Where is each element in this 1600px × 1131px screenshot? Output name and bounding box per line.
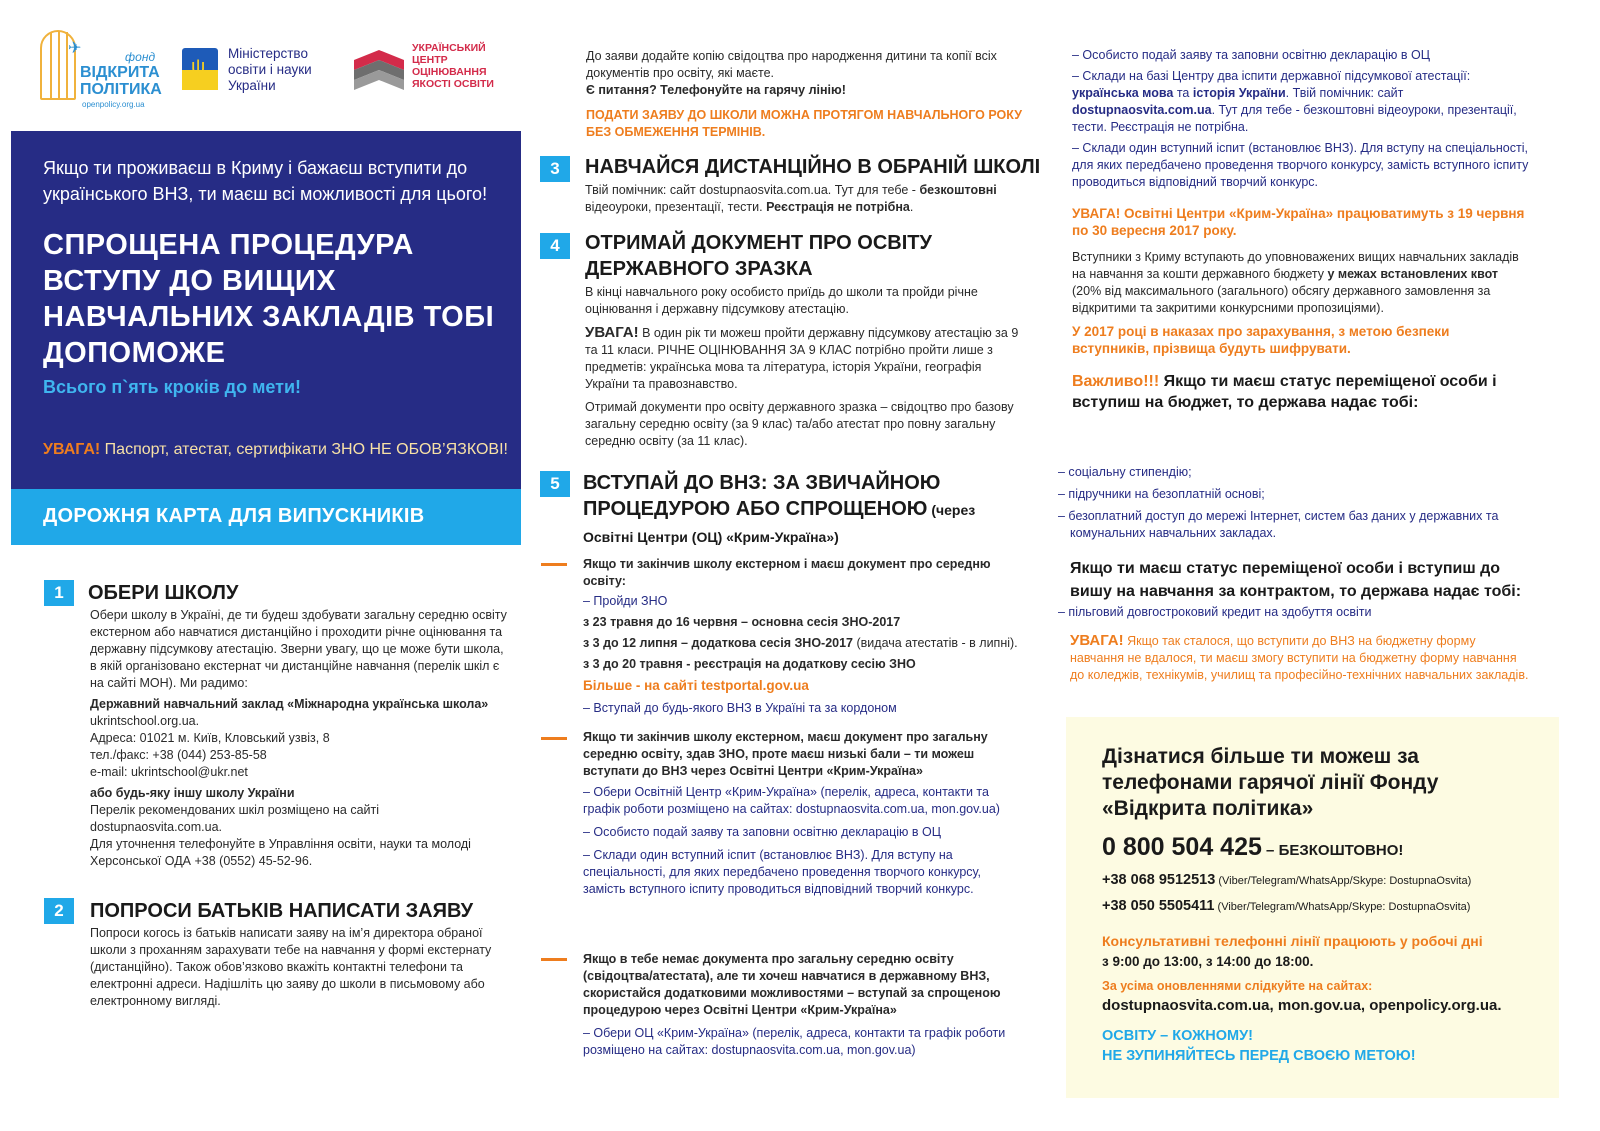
zno-date-2b: (видача атестатів - в липні). xyxy=(853,636,1018,650)
bird-icon: ✈ xyxy=(68,40,82,57)
clarify-text: Для уточнення телефонуйте в Управління освіти, науки та молоді Херсонської ОДА +38 (0552) 45-52-96. xyxy=(90,837,471,868)
school-phone: тел./факс: +38 (044) 253-85-58 xyxy=(90,748,267,762)
phone-2 xyxy=(1102,898,1470,914)
col3-item-1: – Особисто подай заяву та заповни освітню декларацію в ОЦ xyxy=(1072,48,1430,62)
contract-benefit: – пільговий довгостроковий кредит на здобуття освіти xyxy=(1058,605,1372,619)
deadline-note: ПОДАТИ ЗАЯВУ ДО ШКОЛИ МОЖНА ПРОТЯГОМ НАВЧАЛЬНОГО РОКУ БЕЗ ОБМЕЖЕННЯ ТЕРМІНІВ. xyxy=(586,108,1022,139)
step-2-text: Попроси когось із батьків написати заяву на ім’я директора обраної школи з проханням зарахувати тебе на навчання у формі екстернату (дистанційно). Також обов’язково вкажіть контактні телефони та електронні адреси. Надішліть цю заяву до школи в письмовому або електронному вигляді. xyxy=(90,926,492,1008)
step-1-body xyxy=(90,607,510,870)
open-policy-logo xyxy=(40,28,165,112)
col3-item-2b: українська мова xyxy=(1072,86,1174,100)
step-1-text: Обери школу в Україні, де ти будеш здобувати загальну середню освіту екстерном або навчатися дистанційно і проходити річне оцінювання та державну підсумкову атестацію. Зверни увагу, що це може бути школа, в якій організовано екстернат чи дистанційне навчання (перелік шкіл є на сайті МОН). Ми радимо: xyxy=(90,608,507,690)
fond-url: openpolicy.org.ua xyxy=(82,100,145,109)
step-3-text-c: відеоуроки, презентації, тести. xyxy=(585,200,763,214)
hero-warning xyxy=(43,441,508,459)
contacts-title: Дізнатися більше ти можеш за телефонами гарячої лінії Фонду «Відкрита політика» xyxy=(1102,745,1439,820)
step-3-text-b: безкоштовні xyxy=(919,183,997,197)
case-3 xyxy=(583,951,1023,1059)
col3-item-2c: та xyxy=(1173,86,1193,100)
warning-label: УВАГА! xyxy=(43,441,101,458)
case-1-title: Якщо ти закінчив школу екстерном і маєш документ про середню освіту: xyxy=(583,557,991,588)
centers-warning-text: Освітні Центри «Крим-Україна» працюватимуть з 19 червня по 30 вересня 2017 року. xyxy=(1072,206,1525,238)
zno-date-1: з 23 травня до 16 червня – основна сесія ЗНО-2017 xyxy=(583,615,901,629)
important-label: Важливо!!! xyxy=(1072,373,1160,390)
zno-date-2a: з 3 до 12 липня – додаткова сесія ЗНО-2017 xyxy=(583,636,854,650)
zno-item: – Пройди ЗНО xyxy=(583,594,668,608)
step-5-title-b: (через Освітні Центри (ОЦ) «Крим-Україна») xyxy=(583,502,976,545)
case-1-marker xyxy=(541,563,567,566)
centers-warning xyxy=(1072,205,1530,239)
step-1-number: 1 xyxy=(44,580,74,606)
application-text: До заяви додайте копію свідоцтва про народження дитини та копії всіх документів про освіту, які маєте. xyxy=(586,49,997,80)
step-4-p1: В кінці навчального року особисто приїдь до школи та пройди річне оцінювання і державну підсумкову атестацію. xyxy=(585,285,978,316)
fond-name: ВІДКРИТА ПОЛІТИКА xyxy=(80,64,162,98)
step-4-p3: Отримай документи про освіту державного зразка – свідоцтво про базову загальну середню освіту (за 9 клас) та/або атестат про повну загальну середню освіту (за 11 клас). xyxy=(585,400,1014,448)
column-3-top xyxy=(1072,47,1530,413)
roadmap-title: ДОРОЖНЯ КАРТА ДЛЯ ВИПУСКНИКІВ xyxy=(43,505,425,527)
step-5-title xyxy=(583,470,1028,550)
slogan-1: ОСВІТУ – КОЖНОМУ! xyxy=(1102,1028,1253,1044)
zno-date-2 xyxy=(583,635,1028,652)
benefit-3: – безоплатний доступ до мережі Інтернет, систем баз даних у державних та комунальних навчальних закладах. xyxy=(1058,509,1499,540)
step-2-title: ПОПРОСИ БАТЬКІВ НАПИСАТИ ЗАЯВУ xyxy=(90,900,474,922)
zno-date-3: з 3 до 20 травня - реєстрація на додаткову сесію ЗНО xyxy=(583,657,916,671)
step-3-text-e: . xyxy=(909,200,914,214)
col3-item-2e: . Твій помічник: сайт xyxy=(1285,86,1404,100)
quota-b: у межах встановлених квот xyxy=(1327,267,1499,281)
step-4-body xyxy=(585,284,1025,450)
step-3-title: НАВЧАЙСЯ ДИСТАНЦІЙНО В ОБРАНІЙ ШКОЛІ xyxy=(585,156,1041,178)
cipher-note: У 2017 році в наказах про зарахування, з метою безпеки вступників, прізвища будуть шифрувати. xyxy=(1072,324,1450,356)
step-3-text-d: Реєстрація не потрібна xyxy=(766,200,910,214)
phone-1-messengers: (Viber/Telegram/WhatsApp/Skype: DostupnaOsvita) xyxy=(1215,875,1472,887)
step-4-p2 xyxy=(585,324,1025,393)
any-school: або будь-яку іншу школу України xyxy=(90,786,295,800)
step-3-text-a: Твій помічник: сайт dostupnaosvita.com.ua. Тут для тебе - xyxy=(585,183,916,197)
case-1 xyxy=(583,556,1028,717)
trident-shield-icon: ψ xyxy=(182,48,218,90)
step-3-text xyxy=(585,182,1025,216)
budget-benefits xyxy=(1058,464,1528,542)
testportal-link[interactable]: Більше - на сайті testportal.gov.ua xyxy=(583,678,809,693)
col3-item-3: – Склади один вступний іспит (встановлює ВНЗ). Для вступу на спеціальності, для яких передбачено проведення творчого конкурсу, замість вступного іспиту проводиться відповідний творчий конкурс. xyxy=(1072,141,1529,189)
quota-text xyxy=(1072,249,1530,317)
logos-bar xyxy=(40,28,520,112)
application-note xyxy=(586,48,1026,141)
budget-warning-label: УВАГА! xyxy=(1070,632,1124,649)
quota-c: (20% від максимального (загального) обсягу державного замовлення за відкритими та закритими конкурсними пропозиціями). xyxy=(1072,284,1491,315)
school-address: Адреса: 01021 м. Київ, Кловський узвіз, 8 xyxy=(90,731,330,745)
hotline-free: – БЕЗКОШТОВНО! xyxy=(1261,842,1404,859)
phone-2-number[interactable]: +38 050 5505411 xyxy=(1102,898,1215,914)
step-5-title-a: ВСТУПАЙ ДО ВНЗ: ЗА ЗВИЧАЙНОЮ ПРОЦЕДУРОЮ АБО СПРОЩЕНОЮ xyxy=(583,472,941,520)
school-list-text: Перелік рекомендованих шкіл розміщено на сайті xyxy=(90,803,380,817)
fond-word: фонд xyxy=(125,50,156,64)
step-2-number: 2 xyxy=(44,898,74,924)
question-text: Є питання? Телефонуйте на гарячу лінію! xyxy=(586,83,846,97)
phone-2-messengers: (Viber/Telegram/WhatsApp/Skype: DostupnaOsvita) xyxy=(1214,901,1471,913)
case-3-title: Якщо в тебе немає документа про загальну середню освіту (свідоцтва/атестата), але ти хочеш навчатися в державному ВНЗ, скористайся додатковими можливостями – вступай за спрощеною процедурою через Освітні Центри «Крим-Україна» xyxy=(583,952,1001,1017)
hero-intro: Якщо ти проживаєш в Криму і бажаєш вступити до українського ВНЗ, ти маєш всі можливості для цього! xyxy=(43,158,488,204)
case-2-item-3: – Склади один вступний іспит (встановлює ВНЗ). Для вступу на спеціальності, для яких передбачено проведення творчого конкурсу, замість вступного іспиту проводиться відповідний творчий конкурс. xyxy=(583,848,982,896)
school-email[interactable]: e-mail: ukrintschool@ukr.net xyxy=(90,765,248,779)
budget-warning xyxy=(1070,632,1530,684)
step-5-number: 5 xyxy=(540,471,570,497)
center-name: УКРАЇНСЬКИЙ ЦЕНТР ОЦІНЮВАННЯ ЯКОСТІ ОСВІТИ xyxy=(412,42,494,90)
case-3-marker xyxy=(541,958,567,961)
case-2-item-1: – Обери Освітній Центр «Крим-Україна» (перелік, адреса, контакти та графік роботи розміщено на сайтах: dostupnaosvita.com.ua, mon.gov.ua) xyxy=(583,785,1000,816)
case-2 xyxy=(583,729,1023,898)
step-4-title: ОТРИМАЙ ДОКУМЕНТ ПРО ОСВІТУ ДЕРЖАВНОГО ЗРАЗКА xyxy=(585,232,932,280)
slogan-2: НЕ ЗУПИНЯЙТЕСЬ ПЕРЕД СВОЄЮ МЕТОЮ! xyxy=(1102,1048,1416,1064)
hotline xyxy=(1102,833,1403,862)
step-3-number: 3 xyxy=(540,156,570,182)
case-2-marker xyxy=(541,737,567,740)
step-4-warn: УВАГА! xyxy=(585,324,639,341)
centers-warning-label: УВАГА! xyxy=(1072,206,1121,221)
book-icon xyxy=(350,40,408,98)
col3-item-2g: . Тут для тебе - безкоштовні відеоуроки, презентації, тести. Реєстрація не потрібна. xyxy=(1072,103,1517,134)
contacts-box xyxy=(1066,717,1559,1098)
col3-item-2d: історія України xyxy=(1192,86,1286,100)
benefit-2: – підручники на безоплатній основі; xyxy=(1058,487,1265,501)
any-university-item: – Вступай до будь-якого ВНЗ в Україні та за кордоном xyxy=(583,701,897,715)
budget-warning-text: Якщо так сталося, що вступити до ВНЗ на бюджетну форму навчання не вдалося, ти маєш змогу вступити на бюджетну форму навчання до коледжів, технікумів, училищ та професійно-технічних навчальних закладів. xyxy=(1070,634,1529,682)
hero-subtitle: Всього п`ять кроків до мети! xyxy=(43,377,302,397)
school-list-link[interactable]: dostupnaosvita.com.ua. xyxy=(90,820,223,834)
sites-links[interactable]: dostupnaosvita.com.ua, mon.gov.ua, openpolicy.org.ua. xyxy=(1102,997,1502,1014)
school-name: Державний навчальний заклад «Міжнародна українська школа» xyxy=(90,697,489,711)
hotline-number[interactable]: 0 800 504 425 xyxy=(1102,833,1262,861)
hero-block xyxy=(11,131,521,489)
hero-title: СПРОЩЕНА ПРОЦЕДУРА ВСТУПУ ДО ВИЩИХ НАВЧАЛЬНИХ ЗАКЛАДІВ ТОБІ ДОПОМОЖЕ xyxy=(43,229,495,369)
contract-title: Якщо ти маєш статус переміщеної особи і вступиш до вишу на навчання за контрактом, то держава надає тобі: xyxy=(1070,560,1522,600)
follow-text: За усіма оновленнями слідкуйте на сайтах: xyxy=(1102,979,1373,993)
warning-text: Паспорт, атестат, сертифікати ЗНО НЕ ОБОВ’ЯЗКОВІ! xyxy=(100,441,508,458)
ministry-name: Міністерство освіти і науки України xyxy=(228,46,312,93)
case-3-item-1: – Обери ОЦ «Крим-Україна» (перелік, адреса, контакти та графік роботи розміщено на сайтах: dostupnaosvita.com.ua, mon.gov.ua) xyxy=(583,1026,1006,1057)
benefit-1: – соціальну стипендію; xyxy=(1058,465,1192,479)
quota-a: Вступники з Криму вступають до уповноважених вищих навчальних закладів на навчання за кошти державного бюджету xyxy=(1072,250,1519,281)
hours-title: Консультативні телефонні лінії працюють у робочі дні xyxy=(1102,933,1483,949)
important-title xyxy=(1072,371,1530,413)
phone-1-number[interactable]: +38 068 9512513 xyxy=(1102,872,1216,888)
step-1-title: ОБЕРИ ШКОЛУ xyxy=(88,582,239,604)
dostupnaosvita-link[interactable]: dostupnaosvita.com.ua xyxy=(1072,103,1212,117)
case-2-item-2: – Особисто подай заяву та заповни освітню декларацію в ОЦ xyxy=(583,825,941,839)
roadmap-banner xyxy=(11,489,521,545)
ministry-logo xyxy=(182,42,342,102)
case-2-title: Якщо ти закінчив школу екстерном, маєш документ про загальну середню освіту, здав ЗНО, проте маєш низькі бали – ти можеш вступати до ВНЗ через Освітні Центри «Крим-Україна» xyxy=(583,730,988,778)
col3-item-2a: – Склади на базі Центру два іспити державної підсумкової атестації: xyxy=(1072,69,1471,83)
hours: з 9:00 до 13:00, з 14:00 до 18:00. xyxy=(1102,954,1314,969)
step-4-p2-text: В один рік ти можеш пройти державну підсумкову атестацію за 9 та 11 класи. РІЧНЕ ОЦІНЮВАННЯ ЗА 9 КЛАС потрібно пройти лише з предметів: українська мова та література, історія України, географія України та правознавство. xyxy=(585,326,1019,391)
ucoz-logo xyxy=(350,40,520,100)
step-4-number: 4 xyxy=(540,233,570,259)
important-text: Якщо ти маєш статус переміщеної особи і вступиш на бюджет, то держава надає тобі: xyxy=(1072,373,1497,411)
school-site-link[interactable]: ukrintschool.org.ua. xyxy=(90,714,200,728)
phone-1 xyxy=(1102,872,1471,888)
col3-item-2 xyxy=(1072,68,1530,136)
